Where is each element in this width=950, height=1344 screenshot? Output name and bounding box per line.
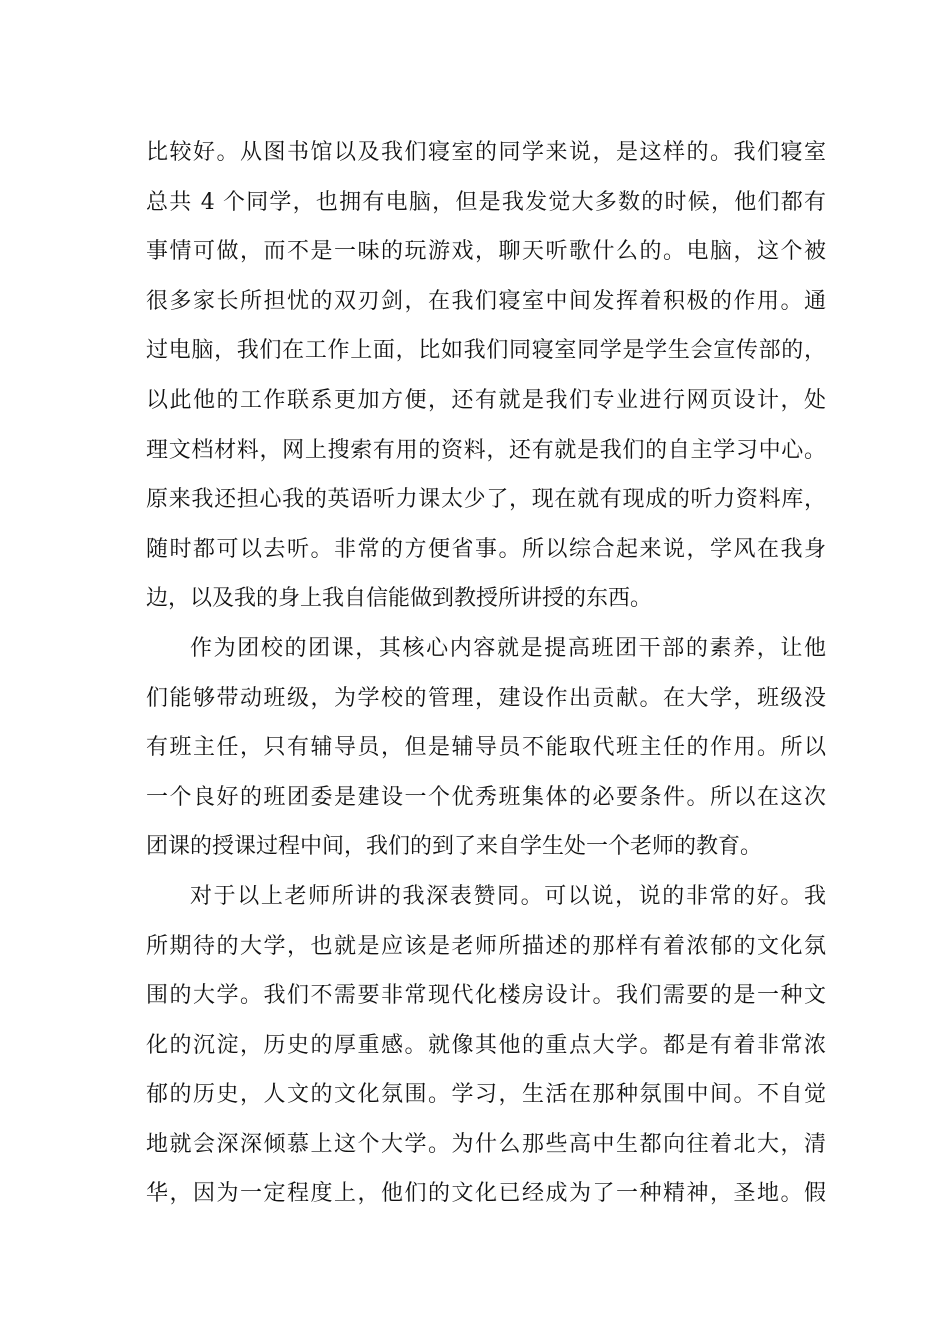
text-line: 理文档材料，网上搜索有用的资料，还有就是我们的自主学习中心。 [146, 437, 826, 463]
text-line: 原来我还担心我的英语听力课太少了，现在就有现成的听力资料库， [146, 487, 826, 513]
document-body [146, 128, 826, 1219]
text-line: 团课的授课过程中间，我们的到了来自学生处一个老师的教育。 [146, 834, 763, 860]
text-line: 过电脑，我们在工作上面，比如我们同寝室同学是学生会宣传部的， [146, 338, 826, 364]
text-line: 化的沉淀，历史的厚重感。就像其他的重点大学。都是有着非常浓 [146, 1032, 826, 1058]
text-line: 随时都可以去听。非常的方便省事。所以综合起来说，学风在我身 [146, 536, 826, 562]
paragraph [146, 128, 826, 624]
text-line: 所期待的大学，也就是应该是老师所描述的那样有着浓郁的文化氛 [146, 933, 826, 959]
text-line: 总共 4 个同学，也拥有电脑，但是我发觉大多数的时候，他们都有 [146, 189, 826, 215]
text-line: 郁的历史，人文的文化氛围。学习，生活在那种氛围中间。不自觉 [146, 1082, 826, 1108]
text-line: 地就会深深倾慕上这个大学。为什么那些高中生都向往着北大，清 [146, 1131, 826, 1157]
text-line: 事情可做，而不是一味的玩游戏，聊天听歌什么的。电脑，这个被 [146, 239, 826, 265]
paragraph [146, 872, 826, 1219]
text-line: 华，因为一定程度上，他们的文化已经成为了一种精神，圣地。假 [146, 1181, 826, 1207]
text-line: 作为团校的团课，其核心内容就是提高班团干部的素养，让他 [190, 635, 826, 661]
text-line: 边，以及我的身上我自信能做到教授所讲授的东西。 [146, 586, 653, 612]
text-line: 一个良好的班团委是建设一个优秀班集体的必要条件。所以在这次 [146, 784, 826, 810]
text-line: 对于以上老师所讲的我深表赞同。可以说，说的非常的好。我 [190, 883, 826, 909]
text-line: 很多家长所担忧的双刃剑，在我们寝室中间发挥着积极的作用。通 [146, 288, 826, 314]
paragraph [146, 624, 826, 872]
text-line: 们能够带动班级，为学校的管理，建设作出贡献。在大学，班级没 [146, 685, 826, 711]
text-line: 比较好。从图书馆以及我们寝室的同学来说，是这样的。我们寝室 [146, 140, 826, 165]
text-line: 围的大学。我们不需要非常现代化楼房设计。我们需要的是一种文 [146, 983, 826, 1009]
text-line: 以此他的工作联系更加方便，还有就是我们专业进行网页设计，处 [146, 387, 826, 413]
text-line: 有班主任，只有辅导员，但是辅导员不能取代班主任的作用。所以 [146, 735, 826, 761]
